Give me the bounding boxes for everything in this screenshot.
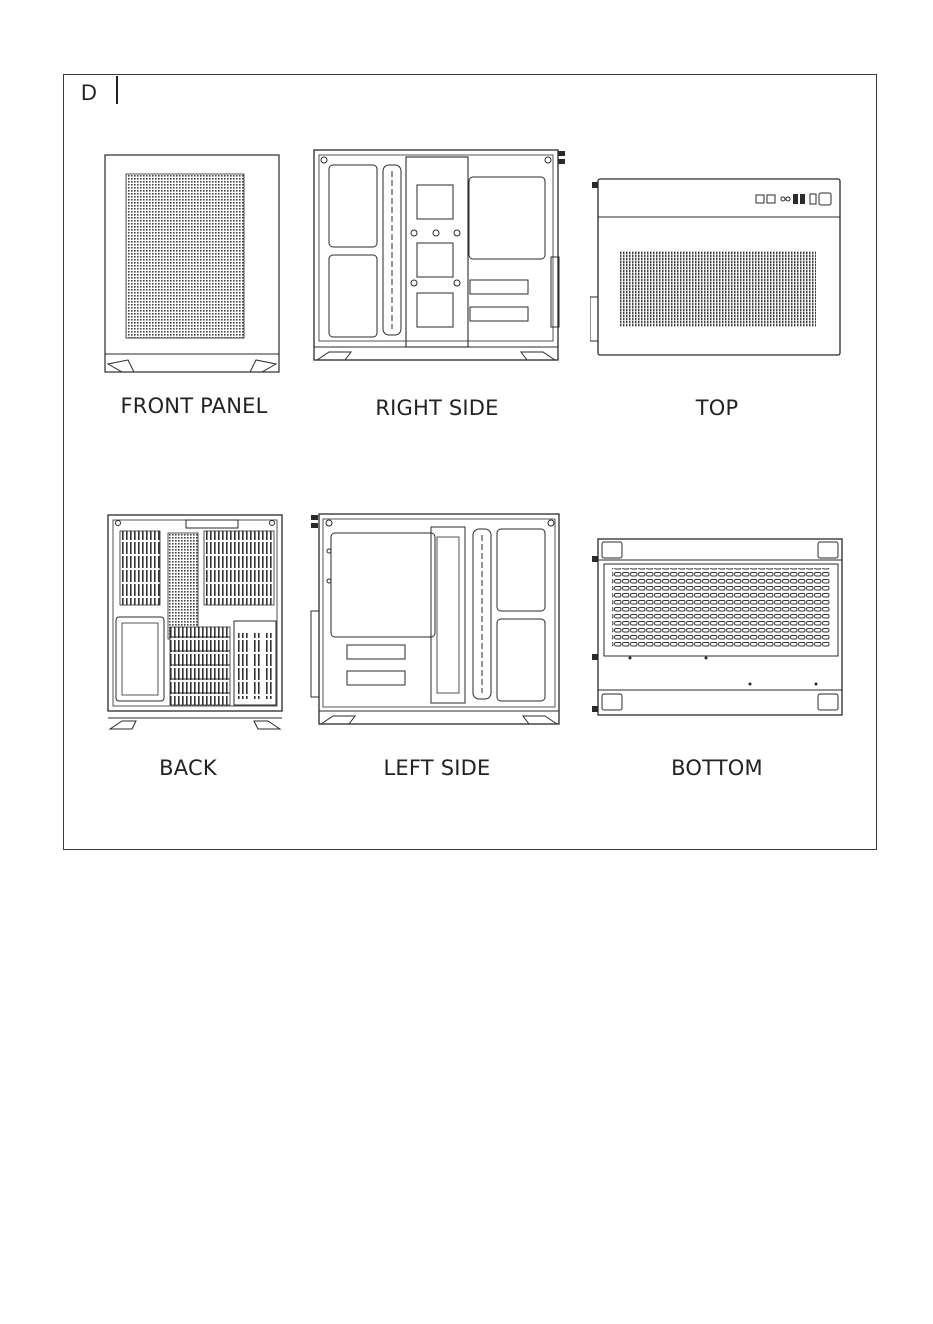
top-view [590,177,846,359]
bottom-label: BOTTOM [671,756,763,780]
right-side-label: RIGHT SIDE [375,396,499,420]
back-label: BACK [159,756,217,780]
top-label: TOP [695,396,739,420]
section-letter: D [81,80,97,105]
back-view [106,513,286,733]
right-side-view [311,147,567,367]
left-side-view [309,511,565,733]
front-panel-view [104,154,282,376]
bottom-view [590,536,846,718]
left-side-label: LEFT SIDE [383,756,491,780]
front-panel-label: FRONT PANEL [120,394,268,418]
section-divider [116,76,118,104]
